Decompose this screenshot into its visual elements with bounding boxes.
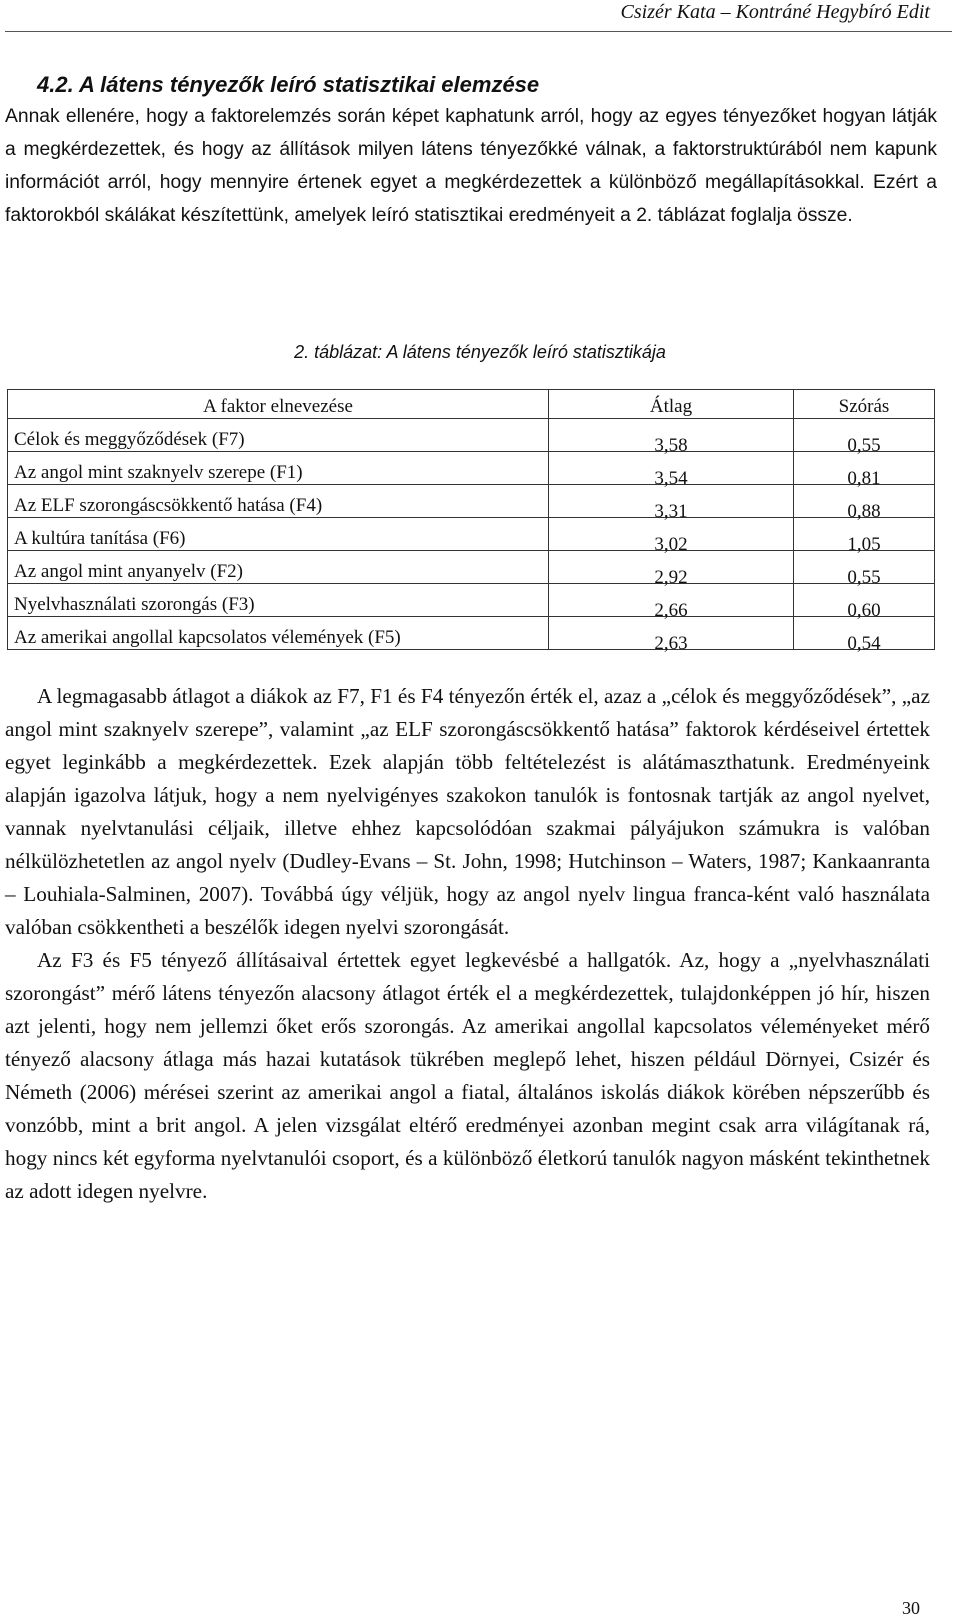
factor-name-cell: Az ELF szorongáscsökkentő hatása (F4): [8, 485, 549, 518]
sd-cell: [794, 452, 935, 489]
factor-name-cell: Az angol mint anyanyelv (F2): [8, 551, 549, 584]
sd-cell-value: 0,55: [847, 435, 881, 456]
mean-cell: [549, 551, 794, 588]
header-rule: [5, 31, 952, 32]
factor-name-cell: Nyelvhasználati szorongás (F3): [8, 584, 549, 617]
page-number: 30: [902, 1598, 920, 1618]
factor-name-cell: Az amerikai angollal kapcsolatos vélemények (F5): [8, 617, 549, 650]
sd-cell: [794, 617, 935, 654]
sd-cell: [794, 485, 935, 522]
table-row: [8, 518, 935, 551]
section-title: 4.2. A látens tényezők leíró statisztikai elemzése: [37, 72, 540, 97]
table-row: [8, 452, 935, 485]
intro-paragraph: Annak ellenére, hogy a faktorelemzés során képet kaphatunk arról, hogy az egyes tényezőket hogyan látják a megkérdezettek, és hogy az állítások milyen látens tényezőkké válnak, a faktorstruktúrából nem kapunk információt arról, hogy mennyire értenek egyet a megkérdezettek a különböző megállapításokkal. Ezért a faktorokból skálákat készítettünk, amelyek leíró statisztikai eredményeit a 2. táblázat foglalja össze.: [5, 106, 937, 226]
table-row: [8, 485, 935, 518]
sd-cell-value: 0,55: [847, 567, 881, 588]
mean-cell-value: 2,66: [654, 600, 688, 621]
header-mean: Átlag: [549, 390, 794, 419]
factor-name-cell: A kultúra tanítása (F6): [8, 518, 549, 551]
table-caption: 2. táblázat: A látens tényezők leíró statisztikája: [294, 342, 666, 362]
mean-cell: [549, 419, 794, 456]
mean-cell: [549, 452, 794, 489]
sd-cell-value: 0,81: [847, 468, 881, 489]
mean-cell: [549, 584, 794, 621]
mean-cell-value: 2,92: [654, 567, 688, 588]
table-row: [8, 551, 935, 584]
mean-cell: [549, 485, 794, 522]
sd-cell-value: 1,05: [847, 534, 881, 555]
paragraph-2: Az F3 és F5 tényező állításaival értettek egyet legkevésbé a hallgatók. Az, hogy a „nyelvhasználati szorongást” mérő látens tényezőn alacsony átlagot érték el a megkérdezettek, tulajdonképpen jó hír, hiszen azt jelenti, hogy nem jellemzi őket erős szorongás. Az amerikai angollal kapcsolatos véleményeket mérő tényező alacsony átlaga más hazai kutatások tükrében meglepő lehet, hiszen például Dörnyei, Csizér és Németh (2006) mérései szerint az amerikai angol a fiatal, általános iskolás diákok körében népszerűbb és vonzóbb, mint a brit angol. A jelen vizsgálat eltérő eredményei azonban megint csak arra világítanak rá, hogy nincs két egyforma nyelvtanulói csoport, és a különböző életkorú tanulók nagyon másként tekinthetnek az adott idegen nyelvre.: [5, 948, 930, 1203]
table-row: [8, 419, 935, 452]
sd-cell-value: 0,60: [847, 600, 881, 621]
sd-cell: [794, 419, 935, 456]
sd-cell-value: 0,88: [847, 501, 881, 522]
sd-cell-value: 0,54: [847, 633, 881, 654]
running-head: Csizér Kata – Kontráné Hegybíró Edit: [620, 1, 930, 23]
sd-cell: [794, 584, 935, 621]
table-row: [8, 584, 935, 617]
table-header-row: [8, 390, 935, 419]
table-row: [8, 617, 935, 650]
mean-cell-value: 3,02: [654, 534, 688, 555]
mean-cell-value: 3,31: [654, 501, 688, 522]
mean-cell-value: 2,63: [654, 633, 688, 654]
factor-name-cell: Az angol mint szaknyelv szerepe (F1): [8, 452, 549, 485]
mean-cell: [549, 518, 794, 555]
discussion-block: [5, 680, 930, 1208]
sd-cell: [794, 551, 935, 588]
sd-cell: [794, 518, 935, 555]
mean-cell-value: 3,54: [654, 468, 688, 489]
factor-statistics-table: [7, 389, 935, 654]
header-factor-name: A faktor elnevezése: [8, 390, 549, 419]
mean-cell-value: 3,58: [654, 435, 688, 456]
intro-block: [5, 100, 937, 232]
mean-cell: [549, 617, 794, 654]
paragraph-1: A legmagasabb átlagot a diákok az F7, F1 és F4 tényezőn érték el, azaz a „célok és meggyőződések”, „az angol mint szaknyelv szerepe”, valamint „az ELF szorongáscsökkentő hatása” faktorok kérdéseivel értettek egyet leginkább a megkérdezettek. Ezek alapján több feltételezést is alátámaszthatunk. Eredményeink alapján igazolva látjuk, hogy a nem nyelvigényes szakokon tanulók is fontosnak tartják az angol nyelvet, vannak nyelvtanulási céljaik, illetve ehhez kapcsolódóan szakmai pályájukon számukra is valóban nélkülözhetetlen az angol nyelv (Dudley-Evans – St. John, 1998; Hutchinson – Waters, 1987; Kankaanranta – Louhiala-Salminen, 2007). Továbbá úgy véljük, hogy az angol nyelv lingua franca-ként való használata valóban csökkentheti a beszélők idegen nyelvi szorongását.: [5, 684, 930, 939]
header-sd: Szórás: [794, 390, 935, 419]
factor-name-cell: Célok és meggyőződések (F7): [8, 419, 549, 452]
